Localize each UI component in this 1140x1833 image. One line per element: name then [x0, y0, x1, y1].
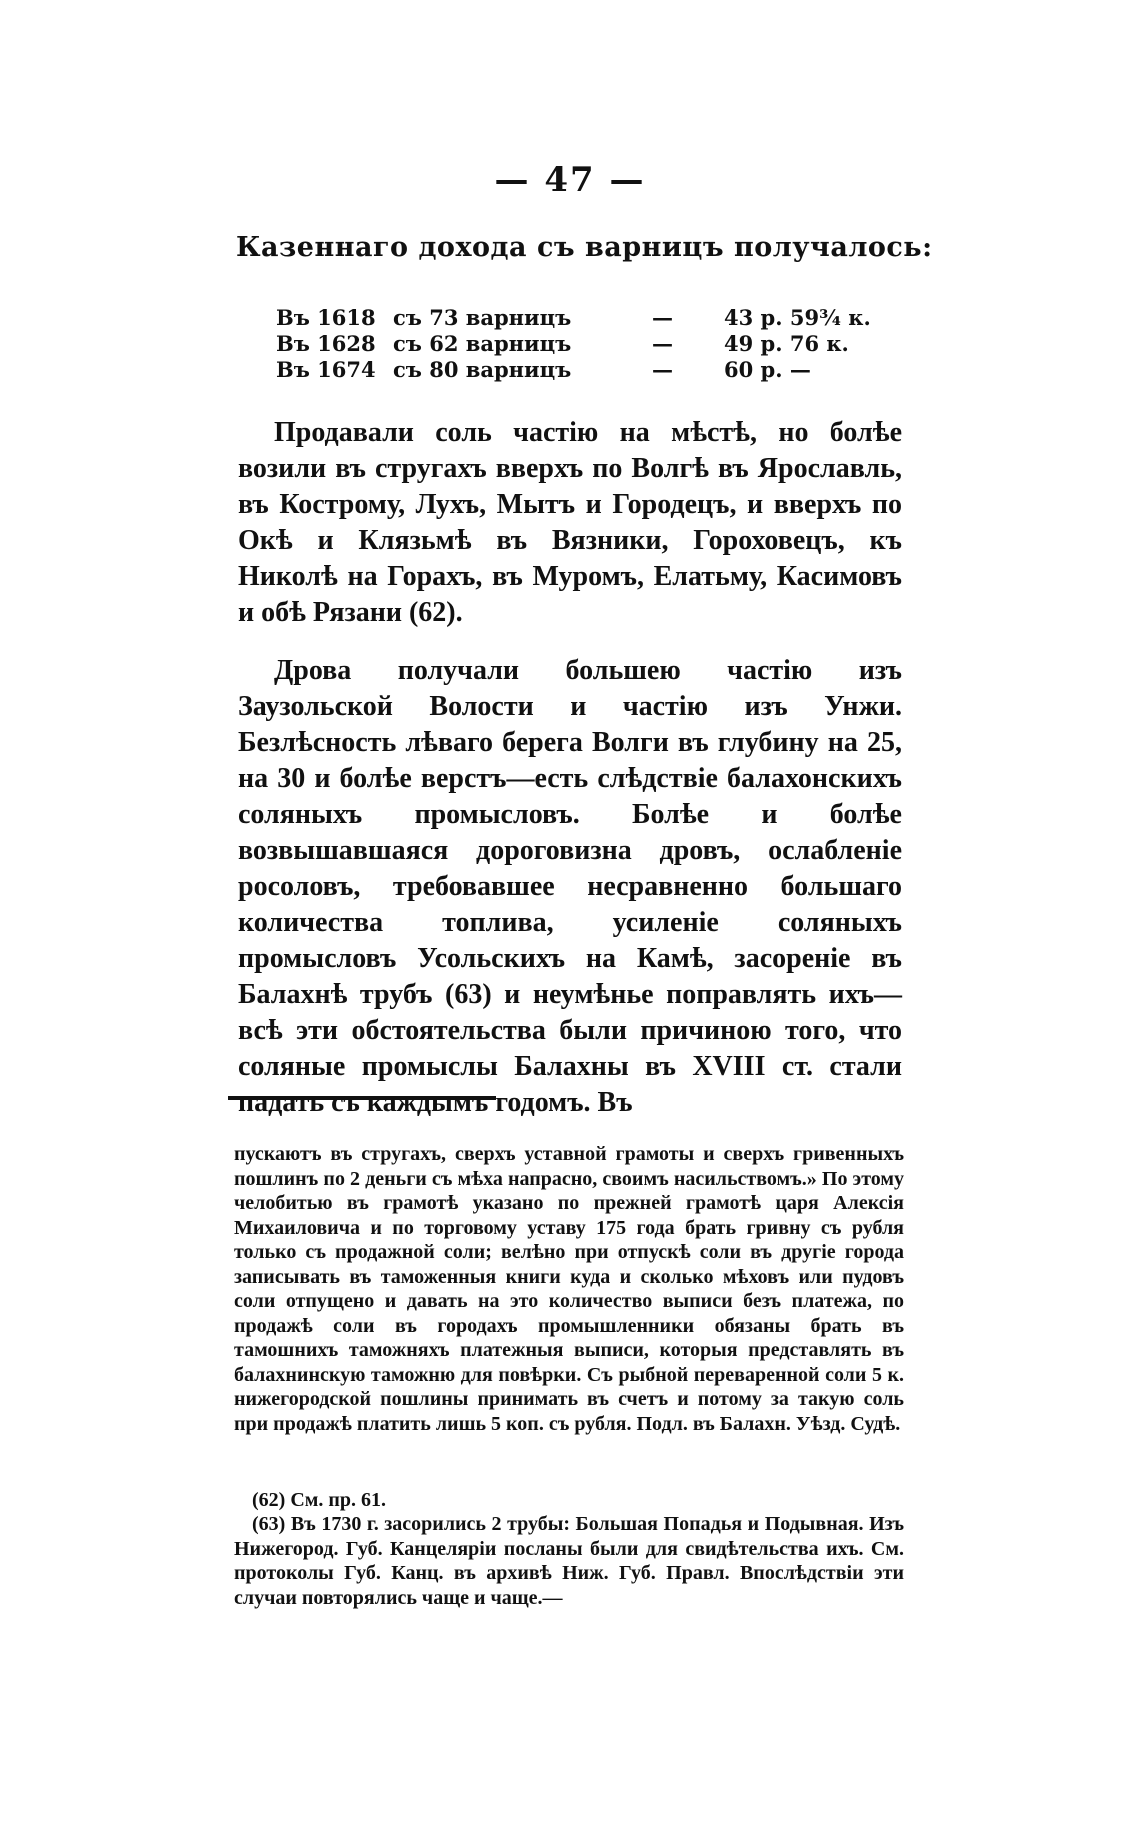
row-works: съ 80 варницъ: [393, 357, 572, 382]
page-number: — 47 —: [494, 160, 646, 200]
income-table: [276, 305, 916, 383]
row-year: Въ 1674: [276, 357, 376, 382]
footnote-63: (63) Въ 1730 г. засорились 2 трубы: Большая Попадья и Подывная. Изъ Нижегород. Губ. Канцеляріи посланы были для свидѣтельства ихъ. См. протоколы Губ. Канц. въ архивѣ Ниж. Губ. Правл. Впослѣдствіи эти случаи повторялись чаще и чаще.—: [234, 1513, 904, 1609]
row-dash: —: [652, 305, 673, 330]
footnote-62: (62) См. пр. 61.: [252, 1489, 387, 1511]
row-amount: 60 р. —: [724, 357, 811, 382]
row-works: съ 62 варницъ: [393, 331, 572, 356]
row-amount: 49 р. 76 к.: [724, 331, 849, 356]
table-row: [276, 305, 916, 331]
paragraph-salt-trade: Продавали соль частію на мѣстѣ, но болѣе возили въ стругахъ вверхъ по Волгѣ въ Ярославль, въ Кострому, Лухъ, Мытъ и Городецъ, и вверхъ по Окѣ и Клязьмѣ въ Вязники, Гороховецъ, къ Николѣ на Горахъ, въ Муромъ, Елатьму, Касимовъ и обѣ Рязани (62).: [238, 417, 902, 628]
table-row: [276, 331, 916, 357]
row-amount: 43 р. 59¾ к.: [724, 305, 871, 330]
footnote-continued: пускаютъ въ стругахъ, сверхъ уставной грамоты и сверхъ гривенныхъ пошлинъ по 2 деньги съ мѣха напрасно, своимъ насильствомъ.» По этому челобитью въ грамотѣ указано по прежней грамотѣ царя Алексія Михаиловича и по торговому уставу 175 года брать гривну съ рубля только съ продажной соли; велѣно при отпускѣ соли въ другіе города записывать въ таможенныя книги куда и сколько мѣховъ или пудовъ соли отпущено и давать на это количество выписи безъ платежа, по продажѣ соли въ городахъ промышленники обязаны брать въ тамошнихъ таможняхъ платежныя выписи, которыя представлять въ балахнинскую таможню для повѣрки. Съ рыбной переваренной соли 5 к. нижегородской пошлины принимать въ счетъ и потому за такую соль при продажѣ платить лишь 5 коп. съ рубля. Подл. въ Балахн. Уѣзд. Судѣ.: [234, 1143, 904, 1435]
row-dash: —: [652, 331, 673, 356]
footnote-divider: [228, 1096, 496, 1100]
row-year: Въ 1618: [276, 305, 376, 330]
section-heading: Казеннаго дохода съ варницъ получалось:: [236, 232, 933, 263]
table-row: [276, 357, 916, 383]
row-works: съ 73 варницъ: [393, 305, 572, 330]
row-dash: —: [652, 357, 673, 382]
row-year: Въ 1628: [276, 331, 376, 356]
paragraph-firewood: Дрова получали большею частію изъ Заузольской Волости и частію изъ Унжи. Безлѣсность лѣваго берега Волги въ глубину на 25, на 30 и болѣе верстъ—есть слѣдствіе балахонскихъ соляныхъ промысловъ. Болѣе и болѣе возвышавшаяся дороговизна дровъ, ослабленіе росоловъ, требовавшее несравненно большаго количества топлива, усиленіе соляныхъ промысловъ Усольскихъ на Камѣ, засореніе въ Балахнѣ трубъ (63) и неумѣнье поправлять ихъ—всѣ эти обстоятельства были причиною того, что соляные промыслы Балахны въ XVIII ст. стали падать съ каждымъ годомъ. Въ: [238, 655, 902, 1118]
